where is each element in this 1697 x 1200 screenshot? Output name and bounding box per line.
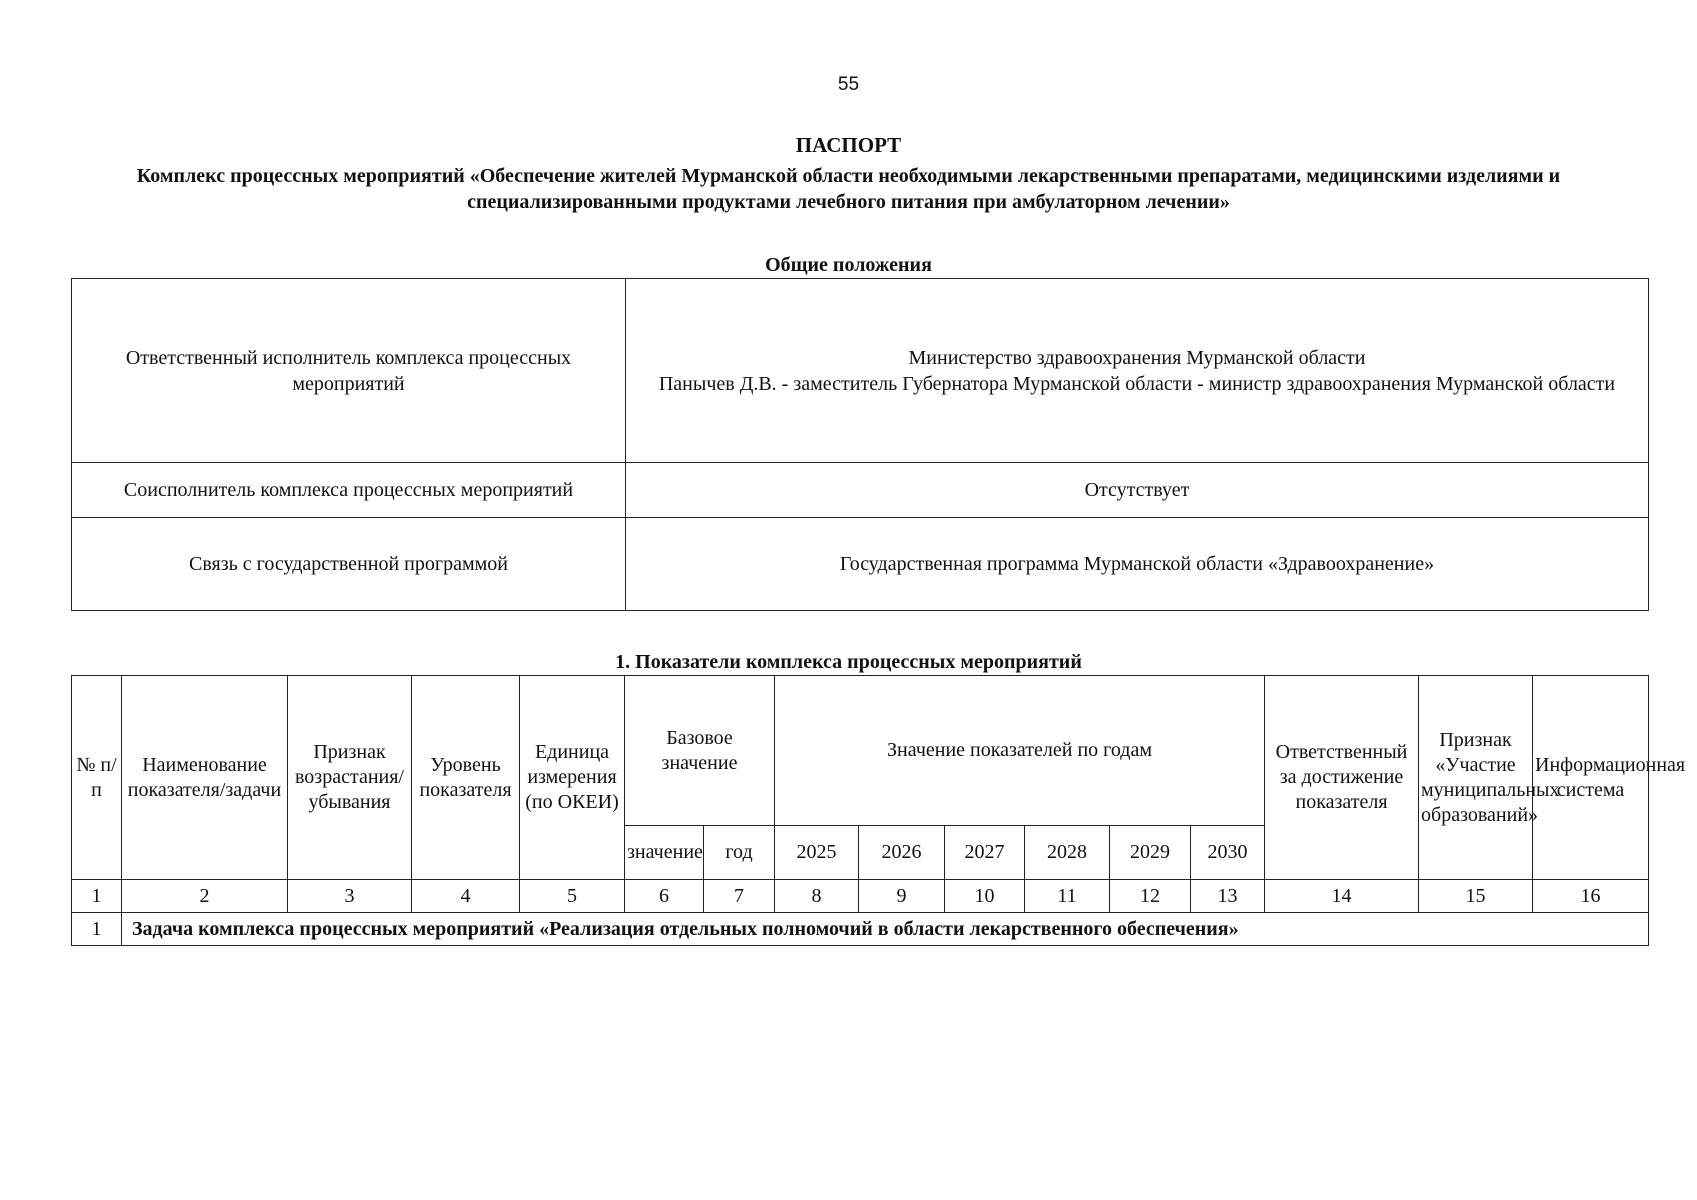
header-base-value: значение bbox=[625, 826, 704, 880]
co-executor-value: Отсутствует bbox=[626, 463, 1649, 518]
column-number: 12 bbox=[1110, 880, 1191, 913]
indicators-heading: 1. Показатели комплекса процессных мероприятий bbox=[615, 651, 1082, 673]
column-number: 7 bbox=[704, 880, 775, 913]
indicators-table bbox=[71, 675, 1686, 946]
header-year: 2030 bbox=[1191, 826, 1265, 880]
table-header-row bbox=[72, 676, 1649, 826]
page-number: 55 bbox=[837, 74, 860, 95]
responsible-executor-value bbox=[626, 279, 1649, 463]
header-year: 2027 bbox=[945, 826, 1025, 880]
header-unit: Единица измерения (по ОКЕИ) bbox=[520, 676, 625, 880]
task-number: 1 bbox=[72, 913, 122, 946]
task-row bbox=[72, 913, 1649, 946]
column-number: 15 bbox=[1419, 880, 1533, 913]
header-year: 2029 bbox=[1110, 826, 1191, 880]
table-row bbox=[72, 518, 1649, 611]
header-years-group: Значение показателей по годам bbox=[775, 676, 1265, 826]
header-municipal: Признак «Участие муниципальных образований» bbox=[1419, 676, 1533, 880]
column-number: 1 bbox=[72, 880, 122, 913]
general-provisions-heading: Общие положения bbox=[765, 254, 932, 276]
header-base-year: год bbox=[704, 826, 775, 880]
column-number: 10 bbox=[945, 880, 1025, 913]
header-name: Наименование показателя/задачи bbox=[122, 676, 288, 880]
task-title: Задача комплекса процессных мероприятий «Реализация отдельных полномочий в области лекарственного обеспечения» bbox=[122, 913, 1649, 946]
column-number: 5 bbox=[520, 880, 625, 913]
header-responsible: Ответственный за достижение показателя bbox=[1265, 676, 1419, 880]
column-number: 6 bbox=[625, 880, 704, 913]
co-executor-label: Соисполнитель комплекса процессных мероприятий bbox=[72, 463, 626, 518]
column-number: 2 bbox=[122, 880, 288, 913]
header-year: 2025 bbox=[775, 826, 859, 880]
header-base: Базовое значение bbox=[625, 676, 775, 826]
column-number: 16 bbox=[1533, 880, 1649, 913]
header-trend: Признак возрастания/ убывания bbox=[288, 676, 412, 880]
column-number: 9 bbox=[859, 880, 945, 913]
table-row bbox=[72, 279, 1649, 463]
column-number: 8 bbox=[775, 880, 859, 913]
column-numbers-row bbox=[72, 880, 1649, 913]
responsible-person: Панычев Д.В. - заместитель Губернатора Мурманской области - министр здравоохранения Мурманской области bbox=[658, 372, 1616, 395]
responsible-executor-label: Ответственный исполнитель комплекса процессных мероприятий bbox=[72, 279, 626, 463]
header-year: 2026 bbox=[859, 826, 945, 880]
header-num: № п/п bbox=[72, 676, 122, 880]
document-title: ПАСПОРТ bbox=[795, 133, 902, 157]
column-number: 11 bbox=[1025, 880, 1110, 913]
column-number: 13 bbox=[1191, 880, 1265, 913]
column-number: 14 bbox=[1265, 880, 1419, 913]
state-program-link-value: Государственная программа Мурманской области «Здравоохранение» bbox=[626, 518, 1649, 611]
header-level: Уровень показателя bbox=[412, 676, 520, 880]
column-number: 4 bbox=[412, 880, 520, 913]
header-info-system: Информационная система bbox=[1533, 676, 1649, 880]
header-year: 2028 bbox=[1025, 826, 1110, 880]
document-subtitle: Комплекс процессных мероприятий «Обеспечение жителей Мурманской области необходимыми лекарственными препаратами, медицинскими изделиями и специализированными продуктами лечебного питания при амбулаторном лечении» bbox=[136, 165, 1561, 213]
state-program-link-label: Связь с государственной программой bbox=[72, 518, 626, 611]
general-provisions-table bbox=[71, 278, 1649, 611]
column-number: 3 bbox=[288, 880, 412, 913]
responsible-ministry: Министерство здравоохранения Мурманской области bbox=[908, 346, 1366, 369]
table-row bbox=[72, 463, 1649, 518]
